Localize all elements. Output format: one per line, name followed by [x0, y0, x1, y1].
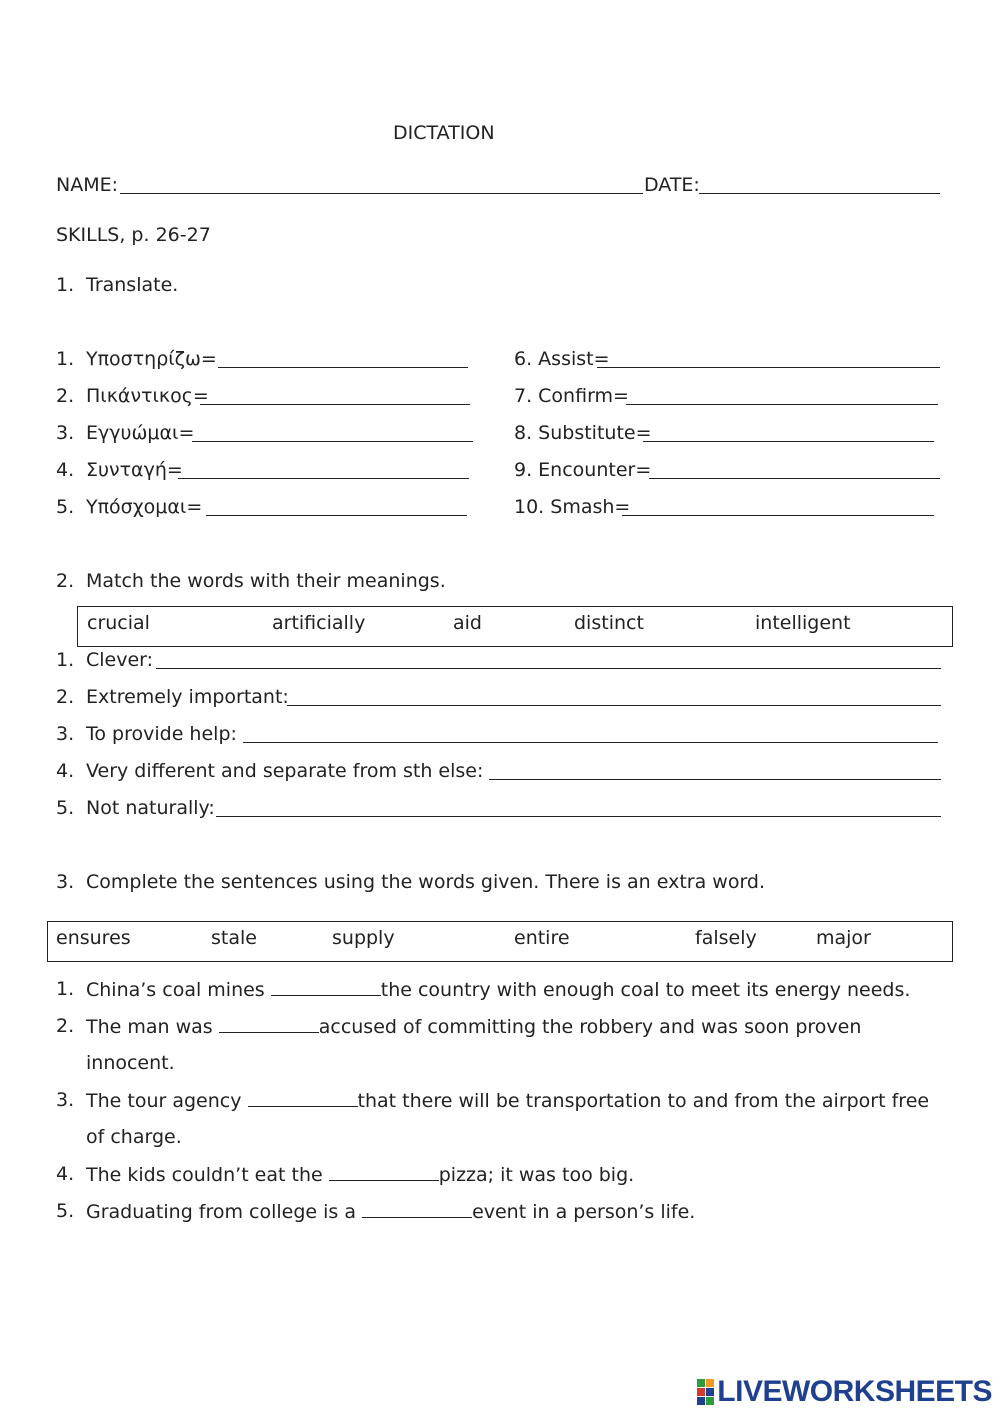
sentence — [86, 977, 910, 1002]
match-definition: Not naturally: — [86, 797, 215, 819]
word-bank-item: distinct — [574, 612, 644, 634]
translate-word: Υποστηρίζω= — [86, 348, 217, 370]
section1-instruction: Translate. — [86, 274, 179, 296]
translate-answer-field[interactable] — [622, 515, 934, 516]
translate-word: 10. Smash= — [514, 496, 631, 518]
sentence-blank-field[interactable] — [248, 1088, 358, 1107]
match-number: 4. — [56, 760, 75, 782]
sentence-number: 1. — [56, 978, 75, 1000]
match-answer-field[interactable] — [216, 816, 941, 817]
word-bank-item: supply — [332, 927, 395, 949]
translate-answer-field[interactable] — [649, 478, 940, 479]
sentence-blank-field[interactable] — [271, 977, 381, 996]
liveworksheets-logo[interactable] — [697, 1377, 992, 1407]
match-answer-field[interactable] — [243, 742, 938, 743]
translate-word: 7. Confirm= — [514, 385, 629, 407]
word-bank-item: artificially — [272, 612, 366, 634]
match-number: 1. — [56, 649, 75, 671]
sentence-end: accused of committing the robbery and was soon proven — [318, 1016, 862, 1038]
section1-number: 1. — [56, 274, 75, 296]
sentence-end: that there will be transportation to and from the airport free — [357, 1090, 930, 1112]
match-definition: Extremely important: — [86, 686, 289, 708]
translate-number: 4. — [56, 459, 75, 481]
word-bank-box — [47, 921, 953, 962]
match-answer-field[interactable] — [287, 705, 941, 706]
sentence-start: The man was — [86, 1016, 219, 1038]
match-definition: Very different and separate from sth else: — [86, 760, 484, 782]
logo-text: LIVEWORKSHEETS — [717, 1375, 992, 1408]
word-bank-item: major — [816, 927, 871, 949]
match-number: 5. — [56, 797, 75, 819]
sentence-start: China’s coal mines — [86, 979, 271, 1001]
translate-answer-field[interactable] — [218, 367, 468, 368]
translate-word: 6. Assist= — [514, 348, 610, 370]
word-bank-box — [77, 606, 953, 647]
sentence — [86, 1199, 695, 1224]
translate-answer-field[interactable] — [178, 478, 469, 479]
word-bank-item: stale — [211, 927, 257, 949]
sentence-continuation: innocent. — [86, 1052, 175, 1074]
translate-answer-field[interactable] — [597, 367, 940, 368]
match-definition: Clever: — [86, 649, 154, 671]
match-number: 3. — [56, 723, 75, 745]
date-label: DATE: — [644, 174, 700, 196]
translate-word: 9. Encounter= — [514, 459, 652, 481]
translate-word: Εγγυώμαι= — [86, 422, 195, 444]
name-label: NAME: — [56, 174, 119, 196]
translate-answer-field[interactable] — [206, 515, 467, 516]
sentence-end: the country with enough coal to meet its energy needs. — [380, 979, 911, 1001]
translate-number: 5. — [56, 496, 75, 518]
word-bank-item: intelligent — [755, 612, 851, 634]
logo-mark-icon — [697, 1379, 714, 1405]
word-bank-item: entire — [514, 927, 570, 949]
sentence-blank-field[interactable] — [362, 1199, 472, 1218]
translate-number: 1. — [56, 348, 75, 370]
sentence-end: event in a person’s life. — [472, 1201, 696, 1223]
section2-instruction: Match the words with their meanings. — [86, 570, 446, 592]
page-title: DICTATION — [393, 122, 495, 144]
section3-instruction: Complete the sentences using the words given. There is an extra word. — [86, 871, 766, 893]
translate-answer-field[interactable] — [626, 404, 938, 405]
date-field[interactable] — [699, 193, 940, 194]
sentence — [86, 1014, 861, 1039]
translate-word: Υπόσχομαι= — [86, 496, 203, 518]
translate-number: 3. — [56, 422, 75, 444]
word-bank-item: aid — [453, 612, 482, 634]
match-number: 2. — [56, 686, 75, 708]
source-reference: SKILLS, p. 26-27 — [56, 224, 211, 246]
match-answer-field[interactable] — [156, 668, 941, 669]
translate-answer-field[interactable] — [643, 441, 934, 442]
name-field[interactable] — [120, 193, 643, 194]
translate-answer-field[interactable] — [200, 404, 470, 405]
sentence-number: 2. — [56, 1015, 75, 1037]
sentence-number: 4. — [56, 1163, 75, 1185]
sentence-continuation: of charge. — [86, 1126, 182, 1148]
sentence-start: The kids couldn’t eat the — [86, 1164, 329, 1186]
sentence-start: Graduating from college is a — [86, 1201, 363, 1223]
sentence — [86, 1162, 634, 1187]
translate-answer-field[interactable] — [192, 441, 473, 442]
sentence-number: 3. — [56, 1089, 75, 1111]
section2-number: 2. — [56, 570, 75, 592]
translate-word: Συνταγή= — [86, 459, 183, 481]
word-bank-item: ensures — [56, 927, 131, 949]
sentence-number: 5. — [56, 1200, 75, 1222]
sentence-blank-field[interactable] — [329, 1162, 439, 1181]
section3-number: 3. — [56, 871, 75, 893]
translate-word: Πικάντικος= — [86, 385, 209, 407]
match-answer-field[interactable] — [489, 779, 941, 780]
sentence — [86, 1088, 929, 1113]
word-bank-item: crucial — [87, 612, 150, 634]
sentence-blank-field[interactable] — [219, 1014, 319, 1033]
translate-word: 8. Substitute= — [514, 422, 652, 444]
translate-number: 2. — [56, 385, 75, 407]
sentence-end: pizza; it was too big. — [438, 1164, 635, 1186]
sentence-start: The tour agency — [86, 1090, 248, 1112]
word-bank-item: falsely — [695, 927, 757, 949]
match-definition: To provide help: — [86, 723, 237, 745]
